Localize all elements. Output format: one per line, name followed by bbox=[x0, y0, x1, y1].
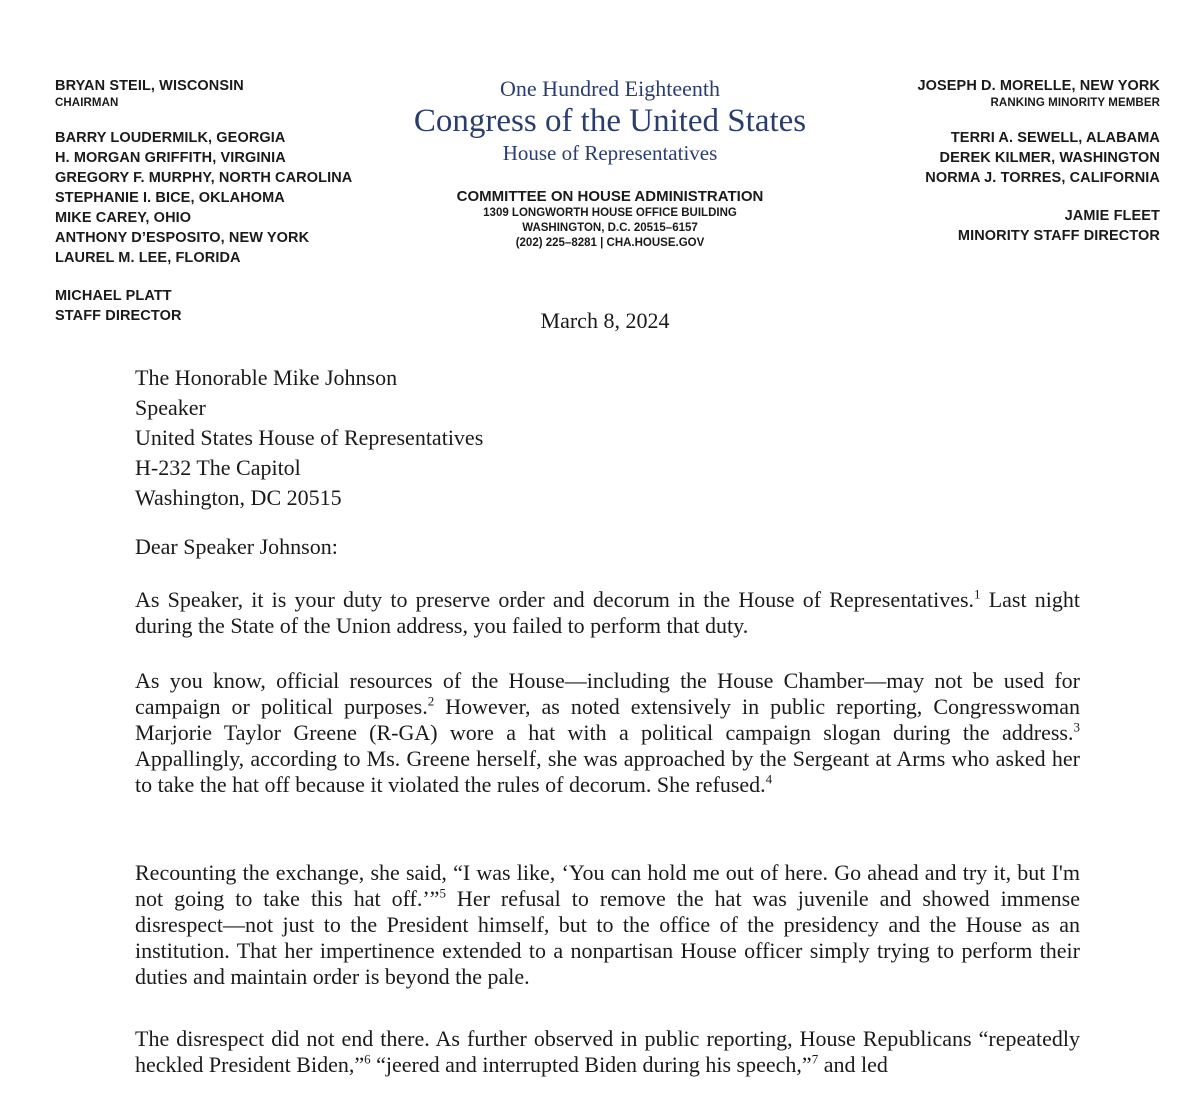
ranking-member-name: JOSEPH D. MORELLE, NEW YORK bbox=[917, 78, 1160, 94]
ranking-member-title: RANKING MINORITY MEMBER bbox=[990, 97, 1160, 109]
staff-director-name: MICHAEL PLATT bbox=[55, 288, 172, 304]
committee-address-line1: 1309 LONGWORTH HOUSE OFFICE BUILDING bbox=[483, 207, 737, 219]
recipient-line: United States House of Representatives bbox=[135, 425, 484, 450]
salutation: Dear Speaker Johnson: bbox=[135, 534, 338, 559]
committee-name: COMMITTEE ON HOUSE ADMINISTRATION bbox=[456, 188, 764, 205]
footnote-marker: 1 bbox=[974, 586, 981, 602]
recipient-line: Speaker bbox=[135, 395, 206, 420]
footnote-marker: 2 bbox=[427, 693, 435, 709]
member-name: MIKE CAREY, OHIO bbox=[55, 210, 192, 226]
minority-staff-director-name: JAMIE FLEET bbox=[1064, 208, 1160, 224]
member-name: NORMA J. TORRES, CALIFORNIA bbox=[925, 170, 1160, 186]
footnote-marker: 7 bbox=[811, 1051, 819, 1067]
recipient-address bbox=[135, 363, 1080, 513]
footnote-marker: 6 bbox=[364, 1051, 371, 1067]
paragraph-text: As Speaker, it is your duty to preserve order and decorum in the House of Representatives. bbox=[135, 587, 975, 612]
member-name: GREGORY F. MURPHY, NORTH CAROLINA bbox=[55, 170, 353, 186]
member-name: BARRY LOUDERMILK, GEORGIA bbox=[55, 130, 286, 146]
congress-title: Congress of the United States bbox=[413, 103, 807, 139]
paragraph-text: As you know, official resources of the House—including the House Chamber—may not be used for campaign or political purposes. bbox=[135, 668, 1080, 719]
letterhead-center bbox=[340, 76, 880, 251]
congress-number: One Hundred Eighteenth bbox=[500, 76, 720, 101]
chairman-name: BRYAN STEIL, WISCONSIN bbox=[55, 78, 244, 94]
recipient-line: Washington, DC 20515 bbox=[135, 485, 342, 510]
minority-members-column bbox=[917, 76, 1160, 246]
footnote-marker: 5 bbox=[439, 885, 446, 901]
paragraph-text: Last night during the State of the Union address, you failed to perform that duty. bbox=[135, 587, 1080, 638]
paragraph-4 bbox=[135, 1026, 1080, 1078]
paragraph-text: and led bbox=[818, 1052, 888, 1077]
recipient-line: H-232 The Capitol bbox=[135, 455, 301, 480]
paragraph-text: “jeered and interrupted Biden during his speech,” bbox=[370, 1052, 812, 1077]
footnote-marker: 3 bbox=[1073, 719, 1080, 735]
minority-staff-director-title: MINORITY STAFF DIRECTOR bbox=[957, 228, 1160, 244]
paragraph-text: Her refusal to remove the hat was juvenile and showed immense disrespect—not just to the President himself, but to the office of the presidency and the House as an institution. That her impertinence extended to a nonpartisan House officer simply trying to perform their duties and maintain order is beyond the pale. bbox=[135, 886, 1080, 989]
paragraph-text: However, as noted extensively in public reporting, Congresswoman Marjorie Taylor Greene (R-GA) wore a hat with a political campaign slogan during the address. bbox=[135, 694, 1080, 745]
paragraph-text: The disrespect did not end there. As further observed in public reporting, House Republicans “repeatedly heckled President Biden,” bbox=[135, 1026, 1080, 1077]
committee-contact: (202) 225–8281 | CHA.HOUSE.GOV bbox=[515, 237, 705, 249]
member-name: STEPHANIE I. BICE, OKLAHOMA bbox=[55, 190, 285, 206]
footnote-marker: 4 bbox=[765, 771, 773, 787]
chairman-title: CHAIRMAN bbox=[55, 97, 119, 109]
member-name: DEREK KILMER, WASHINGTON bbox=[939, 150, 1160, 166]
member-name: ANTHONY D’ESPOSITO, NEW YORK bbox=[55, 230, 310, 246]
member-name: H. MORGAN GRIFFITH, VIRGINIA bbox=[55, 150, 286, 166]
paragraph-text: Appallingly, according to Ms. Greene herself, she was approached by the Sergeant at Arms who asked her to take the hat off because it violated the rules of decorum. She refused. bbox=[135, 746, 1080, 797]
recipient-line: The Honorable Mike Johnson bbox=[135, 365, 398, 390]
committee-address-line2: WASHINGTON, D.C. 20515–6157 bbox=[522, 222, 698, 234]
paragraph-3 bbox=[135, 860, 1080, 990]
paragraph-text: Recounting the exchange, she said, “I was like, ‘You can hold me out of here. Go ahead and try it, but I'm not going to take this hat off.’” bbox=[135, 860, 1080, 911]
house-title: House of Representatives bbox=[502, 141, 718, 165]
staff-director-title: STAFF DIRECTOR bbox=[55, 308, 182, 324]
majority-members-column bbox=[55, 76, 352, 326]
letter-date: March 8, 2024 bbox=[540, 308, 670, 333]
member-name: LAUREL M. LEE, FLORIDA bbox=[55, 250, 241, 266]
paragraph-1 bbox=[135, 587, 1080, 639]
paragraph-2 bbox=[135, 668, 1080, 798]
member-name: TERRI A. SEWELL, ALABAMA bbox=[950, 130, 1160, 146]
